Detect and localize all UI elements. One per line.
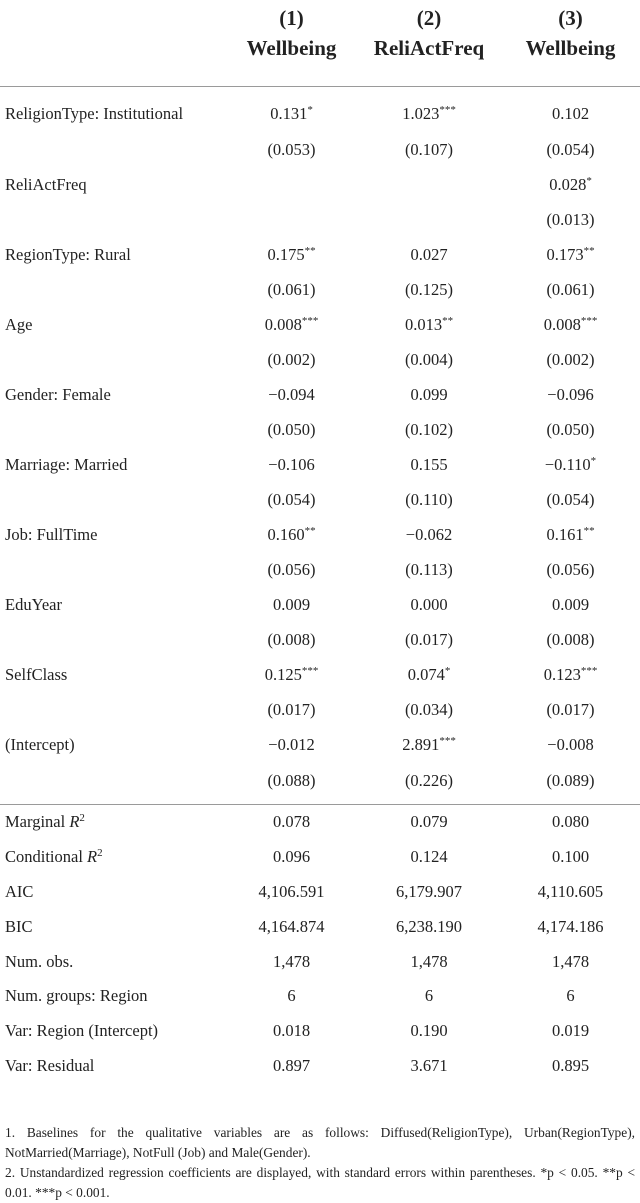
model-3-cell — [501, 272, 640, 307]
model-1-cell-value: (0.050) — [267, 419, 316, 439]
table-row — [0, 377, 640, 412]
table-row — [0, 87, 640, 133]
model-1-cell-value: 0.897 — [272, 1055, 311, 1075]
table-row — [0, 412, 640, 447]
row-label — [0, 167, 226, 202]
model-3-cell-value: 0.173 — [546, 244, 584, 264]
model-1-cell — [226, 875, 357, 910]
table-row — [0, 805, 640, 840]
table-row — [0, 132, 640, 167]
row-label — [0, 482, 226, 517]
row-label — [0, 412, 226, 447]
row-label — [0, 1049, 226, 1084]
model-3-cell-value: −0.008 — [547, 734, 594, 754]
model-1-cell — [226, 805, 357, 840]
model-1-cell — [226, 412, 357, 447]
model-1-cell-value: (0.002) — [267, 349, 316, 369]
table-row — [0, 482, 640, 517]
row-label — [0, 132, 226, 167]
model-3-cell-value: 0.102 — [551, 103, 590, 123]
model-2-cell-value: (0.226) — [404, 771, 454, 790]
model-1-cell — [226, 657, 357, 692]
model-3-cell-value: (0.017) — [546, 699, 595, 719]
model-2-cell-value: (0.017) — [404, 629, 454, 649]
row-label-value: Gender: Female — [5, 384, 111, 404]
model-1-cell — [226, 202, 357, 237]
model-2-cell — [357, 132, 501, 167]
model-2-cell-value: 6,179.907 — [396, 881, 462, 901]
model-3-cell — [501, 1049, 640, 1084]
row-label — [0, 87, 226, 133]
model-1-cell — [226, 944, 357, 979]
model-1-cell-value: 4,164.874 — [258, 916, 325, 936]
model-3-cell-value: (0.061) — [546, 279, 595, 299]
row-label-value: Marginal — [5, 812, 70, 832]
table-row — [0, 587, 640, 622]
table-row — [0, 622, 640, 657]
r-squared-exponent: 2 — [79, 812, 85, 825]
table-row — [0, 1014, 640, 1049]
table-row — [0, 517, 640, 552]
significance-stars: ** — [442, 314, 454, 327]
model-3-cell-value: 1,478 — [551, 951, 590, 971]
model-2-cell — [357, 87, 501, 133]
model-1-cell-value: 1,478 — [272, 951, 311, 971]
model-2-cell — [357, 805, 501, 840]
row-label-value: Marriage: Married — [5, 454, 128, 474]
note-baselines: 1. Baselines for the qualitative variables are as follows: Diffused(ReligionType), Urban(RegionType), NotMarried(Marriage), NotFull (Job) and Male(Gender). — [5, 1125, 635, 1160]
coefficient-rows — [0, 87, 640, 805]
significance-stars: ** — [304, 244, 316, 257]
model-3-cell-value: (0.056) — [546, 559, 595, 579]
model-2-cell-value: 0.013 — [404, 314, 443, 334]
model-3-cell — [501, 979, 640, 1014]
model-2-cell — [357, 909, 501, 944]
model-2-cell-value: −0.062 — [405, 524, 453, 544]
model-1-cell — [226, 840, 357, 875]
model-1-cell-value: 0.160 — [267, 524, 305, 544]
row-label-value: (Intercept) — [5, 734, 75, 754]
significance-stars: ** — [304, 524, 316, 537]
model-1-cell — [226, 482, 357, 517]
model-3-cell-value: (0.013) — [546, 209, 595, 229]
model-3-cell-value: 0.009 — [551, 594, 590, 614]
header-blank — [0, 0, 226, 33]
note-significance: 2. Unstandardized regression coefficients are displayed, with standard errors within parentheses. *p < 0.05. **p < 0.01. ***p < 0.001. — [5, 1165, 635, 1200]
model-1-cell — [226, 587, 357, 622]
row-label-value: ReligionType: Institutional — [5, 103, 184, 123]
header-blank — [0, 33, 226, 87]
row-label — [0, 762, 226, 805]
table-notes — [5, 1123, 635, 1203]
row-label — [0, 840, 226, 875]
significance-stars: * — [307, 103, 313, 116]
table-row — [0, 1049, 640, 1084]
row-label — [0, 377, 226, 412]
model-2-cell-value: (0.107) — [404, 139, 454, 159]
model-2-cell-value: 0.079 — [410, 812, 448, 832]
significance-stars: * — [590, 454, 597, 467]
model-3-cell — [501, 87, 640, 133]
table-row — [0, 762, 640, 805]
model-1-cell — [226, 342, 357, 377]
model-2-cell-value: (0.110) — [405, 489, 453, 509]
model-1-cell — [226, 622, 357, 657]
model-2-cell — [357, 377, 501, 412]
model-3-cell — [501, 307, 640, 342]
model-2-cell-value: 0.099 — [410, 384, 448, 404]
model-3-cell — [501, 692, 640, 727]
model-3-cell-value: 0.100 — [551, 847, 590, 867]
model-3-cell-value: (0.050) — [546, 419, 595, 439]
significance-stars: *** — [580, 664, 598, 677]
model-2-cell — [357, 517, 501, 552]
model-3-name: Wellbeing — [525, 36, 616, 60]
row-label-value: Num. obs. — [5, 951, 74, 971]
row-label — [0, 657, 226, 692]
table-row — [0, 552, 640, 587]
significance-stars: *** — [439, 734, 456, 747]
model-2-cell — [357, 307, 501, 342]
model-2-cell-value: 0.074 — [407, 664, 445, 684]
table-row — [0, 202, 640, 237]
model-3-cell-value: 6 — [566, 986, 575, 1006]
model-3-cell — [501, 1014, 640, 1049]
table-row — [0, 840, 640, 875]
table-row — [0, 342, 640, 377]
model-2-cell — [357, 1049, 501, 1084]
row-label-value: Var: Residual — [5, 1055, 95, 1075]
model-2-cell — [357, 762, 501, 805]
row-label — [0, 909, 226, 944]
model-3-cell — [501, 657, 640, 692]
row-label-value: Job: FullTime — [5, 524, 98, 544]
model-2-cell — [357, 979, 501, 1014]
table-row — [0, 657, 640, 692]
model-3-cell — [501, 805, 640, 840]
model-1-cell — [226, 762, 357, 805]
model-2-cell — [357, 657, 501, 692]
table-header — [0, 0, 640, 87]
model-3-cell-value: 0.895 — [551, 1055, 590, 1075]
row-label — [0, 727, 226, 762]
model-2-cell — [357, 552, 501, 587]
row-label — [0, 342, 226, 377]
model-1-cell — [226, 1049, 357, 1084]
model-2-name: ReliActFreq — [373, 36, 485, 60]
model-1-cell-value: (0.061) — [267, 279, 316, 299]
model-2-cell — [357, 587, 501, 622]
model-3-cell — [501, 202, 640, 237]
row-label-value: Conditional — [5, 847, 88, 867]
row-label — [0, 944, 226, 979]
model-3-cell-value: 0.019 — [551, 1021, 590, 1041]
model-1-cell — [226, 1014, 357, 1049]
model-3-cell — [501, 875, 640, 910]
model-1-cell-value: 0.009 — [272, 594, 311, 614]
model-1-cell-value: 0.096 — [272, 847, 311, 867]
table-row — [0, 979, 640, 1014]
model-3-cell-value: 0.123 — [543, 664, 581, 684]
row-label — [0, 875, 226, 910]
model-2-cell-value: (0.004) — [404, 349, 454, 369]
model-2-cell-value: (0.034) — [404, 699, 454, 719]
model-1-cell-value: (0.017) — [267, 699, 316, 719]
significance-stars: *** — [301, 314, 319, 327]
model-1-cell-value: −0.094 — [268, 384, 315, 404]
row-label-value: Age — [5, 314, 33, 334]
significance-stars: *** — [580, 314, 598, 327]
model-2-cell — [357, 412, 501, 447]
model-2-cell-value: (0.125) — [404, 279, 454, 299]
model-3-cell — [501, 412, 640, 447]
model-1-cell-value: (0.054) — [267, 489, 316, 509]
model-1-cell-value: 0.175 — [267, 244, 305, 264]
model-3-cell — [501, 342, 640, 377]
model-1-cell-value: −0.106 — [268, 454, 315, 474]
model-1-cell — [226, 237, 357, 272]
r-squared-symbol: R — [87, 847, 98, 867]
model-1-cell — [226, 447, 357, 482]
model-1-cell — [226, 727, 357, 762]
model-2-cell-value: 1.023 — [402, 103, 440, 123]
model-1-cell — [226, 167, 357, 202]
table-row — [0, 447, 640, 482]
row-label-value: ReliActFreq — [5, 174, 87, 194]
r-squared-symbol: R — [69, 812, 80, 832]
model-1-cell-value: (0.008) — [267, 629, 316, 649]
model-1-cell — [226, 909, 357, 944]
model-2-cell — [357, 1014, 501, 1049]
model-1-cell-value: 0.008 — [264, 314, 302, 334]
model-2-cell-value: (0.113) — [405, 559, 453, 579]
model-3-cell — [501, 237, 640, 272]
table-row — [0, 909, 640, 944]
significance-stars: ** — [583, 524, 595, 537]
row-label — [0, 692, 226, 727]
model-2-cell — [357, 272, 501, 307]
table-row — [0, 944, 640, 979]
goodness-of-fit-rows — [0, 805, 640, 1084]
model-2-cell — [357, 482, 501, 517]
model-3-cell-value: 4,110.605 — [537, 881, 604, 901]
model-2-cell-value: 0.124 — [410, 847, 448, 867]
row-label-value: EduYear — [5, 594, 62, 614]
model-3-cell-value: −0.096 — [547, 384, 594, 404]
model-3-cell-value: (0.008) — [546, 629, 595, 649]
model-2-cell-value: 1,478 — [410, 951, 448, 971]
row-label-value: Var: Region (Intercept) — [5, 1021, 159, 1041]
model-3-cell — [501, 552, 640, 587]
model-2-cell — [357, 727, 501, 762]
r-squared-exponent: 2 — [97, 847, 103, 860]
significance-stars: * — [444, 664, 451, 677]
table-row — [0, 237, 640, 272]
model-1-name: Wellbeing — [246, 36, 337, 60]
model-2-cell — [357, 840, 501, 875]
model-3-cell-value: −0.110 — [544, 454, 591, 474]
model-1-cell — [226, 87, 357, 133]
model-3-cell — [501, 727, 640, 762]
model-1-cell-value: 0.131 — [270, 103, 308, 123]
model-3-cell-value: (0.002) — [546, 349, 595, 369]
table-row — [0, 307, 640, 342]
model-3-cell — [501, 587, 640, 622]
model-3-cell-value: 0.028 — [549, 174, 587, 194]
table-row — [0, 167, 640, 202]
model-3-cell — [501, 840, 640, 875]
model-3-cell-value: 0.008 — [543, 314, 581, 334]
row-label — [0, 447, 226, 482]
model-3-cell-value: (0.089) — [546, 771, 595, 790]
model-3-cell — [501, 622, 640, 657]
row-label-value: SelfClass — [5, 664, 68, 684]
row-label-value: RegionType: Rural — [5, 244, 131, 264]
model-3-cell — [501, 447, 640, 482]
significance-stars: *** — [439, 103, 456, 116]
row-label — [0, 1014, 226, 1049]
row-label — [0, 307, 226, 342]
model-1-cell-value: 0.018 — [272, 1021, 311, 1041]
model-1-cell — [226, 377, 357, 412]
model-3-cell-value: 4,174.186 — [537, 916, 604, 936]
model-3-cell-value: (0.054) — [546, 139, 595, 159]
model-2-cell — [357, 342, 501, 377]
model-1-cell-value: −0.012 — [268, 734, 315, 754]
model-3-cell-value: 0.080 — [551, 812, 590, 832]
model-2-cell-value: 6,238.190 — [396, 916, 462, 936]
significance-stars: *** — [301, 664, 319, 677]
model-3-number: (3) — [558, 6, 583, 30]
model-1-cell — [226, 692, 357, 727]
row-label — [0, 587, 226, 622]
row-label — [0, 979, 226, 1014]
model-1-cell-value: 6 — [287, 986, 296, 1006]
model-1-cell — [226, 307, 357, 342]
table-row — [0, 272, 640, 307]
row-label — [0, 272, 226, 307]
model-2-cell-value: 0.027 — [410, 244, 448, 264]
model-2-cell-value: 0.155 — [410, 454, 448, 474]
row-label-value: BIC — [5, 916, 33, 936]
model-3-cell — [501, 909, 640, 944]
model-3-cell-value: (0.054) — [546, 489, 595, 509]
model-3-cell — [501, 762, 640, 805]
model-1-cell-value: 4,106.591 — [258, 881, 325, 901]
table-row — [0, 875, 640, 910]
model-2-cell — [357, 167, 501, 202]
row-label — [0, 805, 226, 840]
row-label-value: Num. groups: Region — [5, 986, 148, 1006]
model-2-cell-value: 3.671 — [410, 1055, 448, 1075]
model-2-cell — [357, 944, 501, 979]
model-1-cell-value: (0.088) — [267, 771, 316, 790]
model-1-cell — [226, 517, 357, 552]
model-1-number: (1) — [279, 6, 304, 30]
model-1-cell-value: 0.125 — [264, 664, 302, 684]
model-3-cell — [501, 377, 640, 412]
significance-stars: * — [586, 174, 592, 187]
model-2-cell — [357, 622, 501, 657]
row-label — [0, 202, 226, 237]
model-1-cell — [226, 272, 357, 307]
model-3-cell-value: 0.161 — [546, 524, 584, 544]
model-2-cell — [357, 875, 501, 910]
model-3-cell — [501, 167, 640, 202]
row-label — [0, 552, 226, 587]
model-2-cell-value: 6 — [424, 986, 434, 1006]
model-2-cell — [357, 202, 501, 237]
model-2-cell-value: 0.190 — [410, 1021, 448, 1041]
row-label — [0, 517, 226, 552]
model-2-cell — [357, 692, 501, 727]
row-label-value: AIC — [5, 881, 34, 901]
table-row — [0, 727, 640, 762]
model-2-cell — [357, 447, 501, 482]
model-3-cell — [501, 482, 640, 517]
model-2-number: (2) — [416, 6, 442, 30]
model-1-cell-value: 0.078 — [272, 812, 311, 832]
significance-stars: ** — [583, 244, 595, 257]
row-label — [0, 622, 226, 657]
model-2-cell — [357, 237, 501, 272]
model-2-cell-value: 2.891 — [402, 734, 440, 754]
model-1-cell — [226, 552, 357, 587]
row-label — [0, 237, 226, 272]
model-2-cell-value: (0.102) — [404, 419, 454, 439]
model-2-cell-value: 0.000 — [410, 594, 448, 614]
model-3-cell — [501, 944, 640, 979]
model-1-cell — [226, 979, 357, 1014]
model-1-cell-value: (0.053) — [267, 139, 316, 159]
model-3-cell — [501, 517, 640, 552]
table-row — [0, 692, 640, 727]
model-1-cell-value: (0.056) — [267, 559, 316, 579]
model-1-cell — [226, 132, 357, 167]
model-3-cell — [501, 132, 640, 167]
